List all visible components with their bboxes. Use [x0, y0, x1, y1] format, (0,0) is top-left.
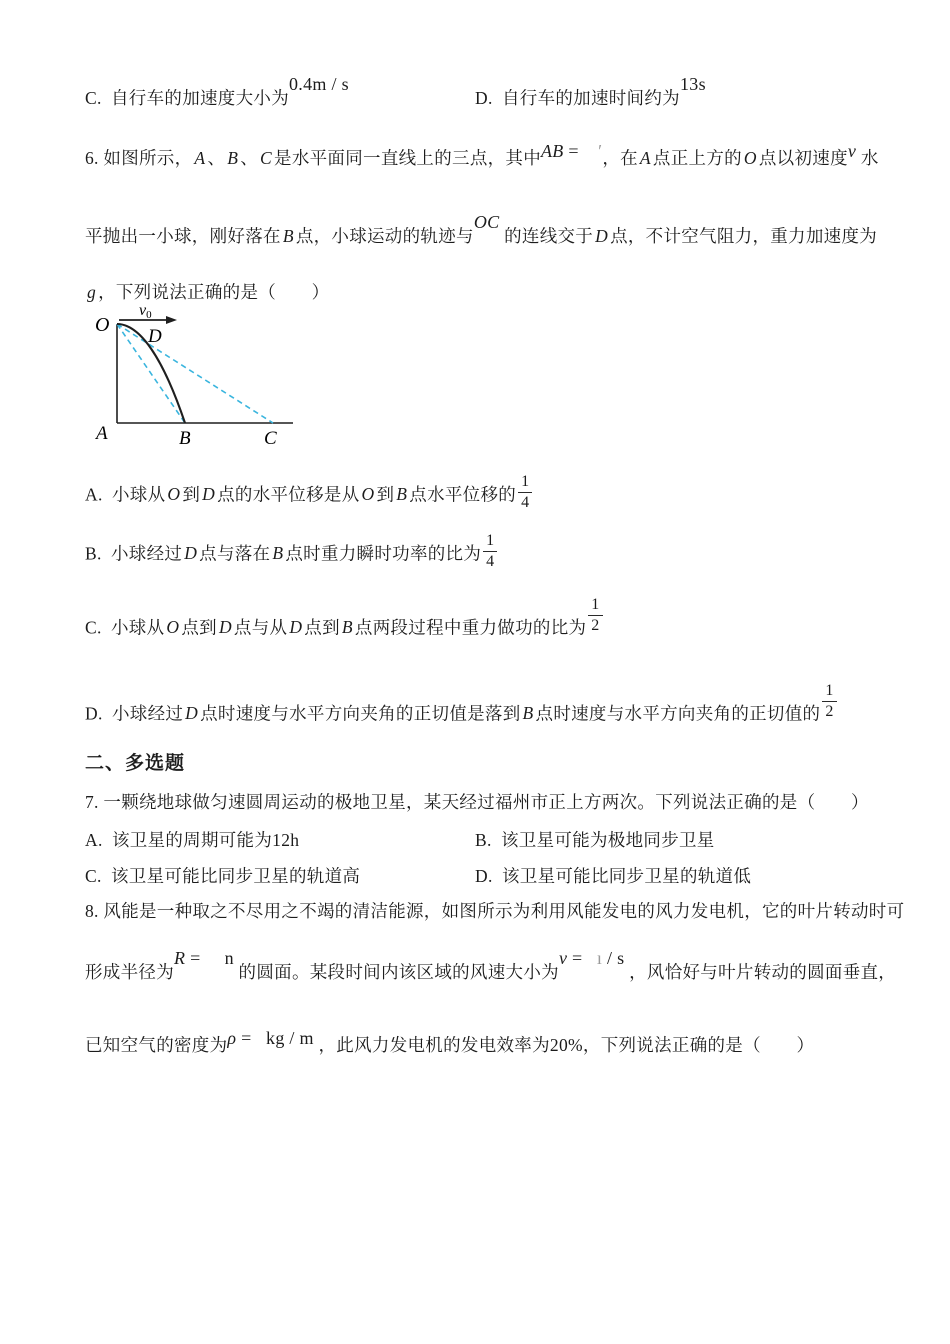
label-B: B — [179, 428, 191, 449]
text-run: 点时速度与水平方向夹角的正切值的 — [535, 703, 821, 724]
q6-option-a — [85, 473, 534, 516]
text-run: ，下列说法正确的是（ ） — [98, 282, 330, 302]
text-run: B. 小球经过 — [85, 543, 183, 564]
text-run: B — [341, 617, 353, 638]
fraction: $\frac{1}{2}$ — [822, 682, 836, 721]
text-run: D — [185, 703, 199, 724]
formula-fragment: v — [558, 948, 568, 968]
text-run: 点与从 — [233, 617, 288, 638]
q8-stem-line3 — [85, 1028, 815, 1058]
q6-option-b — [85, 532, 499, 575]
fraction: $\frac{1}{4}$ — [518, 473, 532, 512]
text-run: C — [260, 148, 273, 168]
text-run: C. 小球从 — [85, 617, 165, 638]
q7-option-c: C. 该卫星可能比同步卫星的轨道高 — [85, 866, 361, 886]
text-run: D — [202, 484, 216, 505]
text-run: 的圆面。某段时间内该区域的风速大小为 — [233, 962, 559, 982]
text-run: D. 小球经过 — [85, 703, 184, 724]
text-run: 12h — [272, 830, 300, 850]
text-run: 已知空气的密度为 — [85, 1035, 228, 1055]
text-run: A — [639, 148, 651, 168]
text-run: 6. 如图所示， — [85, 148, 193, 168]
text-run: ，在 — [602, 148, 638, 168]
text-run: 点的水平位移是从 — [217, 484, 360, 505]
text-run: O — [743, 148, 757, 168]
formula-fragment: kg / m — [266, 1028, 314, 1048]
text-run: B — [282, 226, 294, 246]
text-run: B — [522, 703, 534, 724]
label-D: D — [148, 326, 162, 347]
formula-fragment: ı — [596, 948, 603, 968]
text-run: D — [184, 543, 198, 564]
q7-option-a — [85, 829, 299, 853]
text-run: 点到 — [181, 617, 217, 638]
section-header-multi-choice: 二、多选题 — [85, 753, 186, 774]
text-run: 点时重力瞬时功率的比为 — [285, 543, 482, 564]
q7-option-b: B. 该卫星可能为极地同步卫星 — [475, 830, 715, 850]
formula-fragment: = — [185, 948, 225, 968]
text-run: D. 自行车的加速时间约为 — [475, 88, 680, 108]
label-v0: v0 — [139, 302, 152, 321]
text-run: 形成半径为 — [85, 962, 174, 982]
text-run: D — [595, 226, 609, 246]
text-run: A — [194, 148, 206, 168]
text-run: ，风恰好与叶片转动的圆面垂直， — [624, 962, 897, 982]
text-run: O — [361, 484, 375, 505]
q6-option-d — [85, 682, 839, 735]
text-run: O — [167, 484, 181, 505]
text-run: 、 — [240, 148, 259, 168]
q8-stem-line1: 8. 风能是一种取之不尽用之不竭的清洁能源，如图所示为利用风能发电的风力发电机，它的叶片转动时可 — [85, 901, 905, 921]
text-run: 点正上方的 — [652, 148, 742, 168]
formula-fragment: AB — [541, 141, 564, 161]
text-run: 到 — [182, 484, 201, 505]
text-run: O — [166, 617, 180, 638]
text-run: 点与落在 — [199, 543, 271, 564]
text-run: 、 — [207, 148, 226, 168]
text-run: 20% — [549, 1035, 583, 1055]
text-run: 平抛出一小球，刚好落在 — [85, 226, 281, 246]
text-run: 水 — [856, 148, 879, 168]
q6-projectile-figure — [93, 300, 308, 450]
formula-fragment: R — [174, 948, 186, 968]
formula-fragment: = — [567, 948, 597, 968]
formula-fragment: ρ — [227, 1028, 237, 1048]
text-run: 点，不计空气阻力，重力加速度为 — [610, 226, 878, 246]
text-run: B — [396, 484, 408, 505]
dashed-line-OC — [117, 324, 273, 423]
text-run: 点两段过程中重力做功的比为 — [354, 617, 587, 638]
formula-fragment: OC — [473, 212, 500, 232]
q5-option-c — [85, 74, 349, 111]
text-run: 是水平面同一直线上的三点，其中 — [274, 148, 542, 168]
label-C: C — [264, 428, 277, 449]
text-run: A. 小球从 — [85, 484, 166, 505]
q6-stem-line2 — [85, 212, 878, 249]
formula-fragment: = — [563, 141, 584, 161]
formula-fragment: v — [847, 141, 857, 161]
text-run: 的连线交于 — [499, 226, 594, 246]
text-run: D — [218, 617, 232, 638]
formula-fragment: ′ — [583, 141, 603, 161]
text-run: A. 该卫星的周期可能为 — [85, 830, 273, 850]
formula-fragment: / s — [602, 948, 625, 968]
text-run: 点以初速度 — [758, 148, 848, 168]
q5-option-d — [475, 74, 706, 111]
q6-stem-line1 — [85, 141, 879, 171]
formula-fragment: 0.4m / s — [289, 74, 349, 94]
text-run: ，下列说法正确的是（ ） — [582, 1035, 815, 1055]
q7-stem: 7. 一颗绕地球做匀速圆周运动的极地卫星，某天经过福州市正上方两次。下列说法正确的是（ ） — [85, 792, 869, 812]
formula-fragment: 13s — [679, 74, 706, 94]
label-A: A — [96, 423, 108, 444]
text-run: 点到 — [304, 617, 340, 638]
text-run: B — [227, 148, 239, 168]
text-run: 点，小球运动的轨迹与 — [295, 226, 474, 246]
label-O: O — [95, 314, 110, 336]
formula-fragment: = — [236, 1028, 267, 1048]
text-run: C. 自行车的加速度大小为 — [85, 88, 289, 108]
projectile-diagram — [93, 300, 308, 450]
q7-option-d: D. 该卫星可能比同步卫星的轨道低 — [475, 866, 752, 886]
fraction: $\frac{1}{2}$ — [588, 596, 602, 635]
q6-option-c — [85, 596, 605, 649]
q8-stem-line2 — [85, 948, 897, 985]
fraction: $\frac{1}{4}$ — [483, 532, 497, 571]
text-run: 到 — [376, 484, 395, 505]
text-run: D — [289, 617, 303, 638]
formula-fragment: n — [224, 948, 234, 968]
text-run: g — [87, 282, 97, 302]
text-run: B — [272, 543, 284, 564]
text-run: 点水平位移的 — [409, 484, 517, 505]
v0-arrow-head — [166, 316, 177, 324]
text-run: ，此风力发电机的发电效率为 — [313, 1035, 550, 1055]
text-run: 点时速度与水平方向夹角的正切值是落到 — [200, 703, 521, 724]
